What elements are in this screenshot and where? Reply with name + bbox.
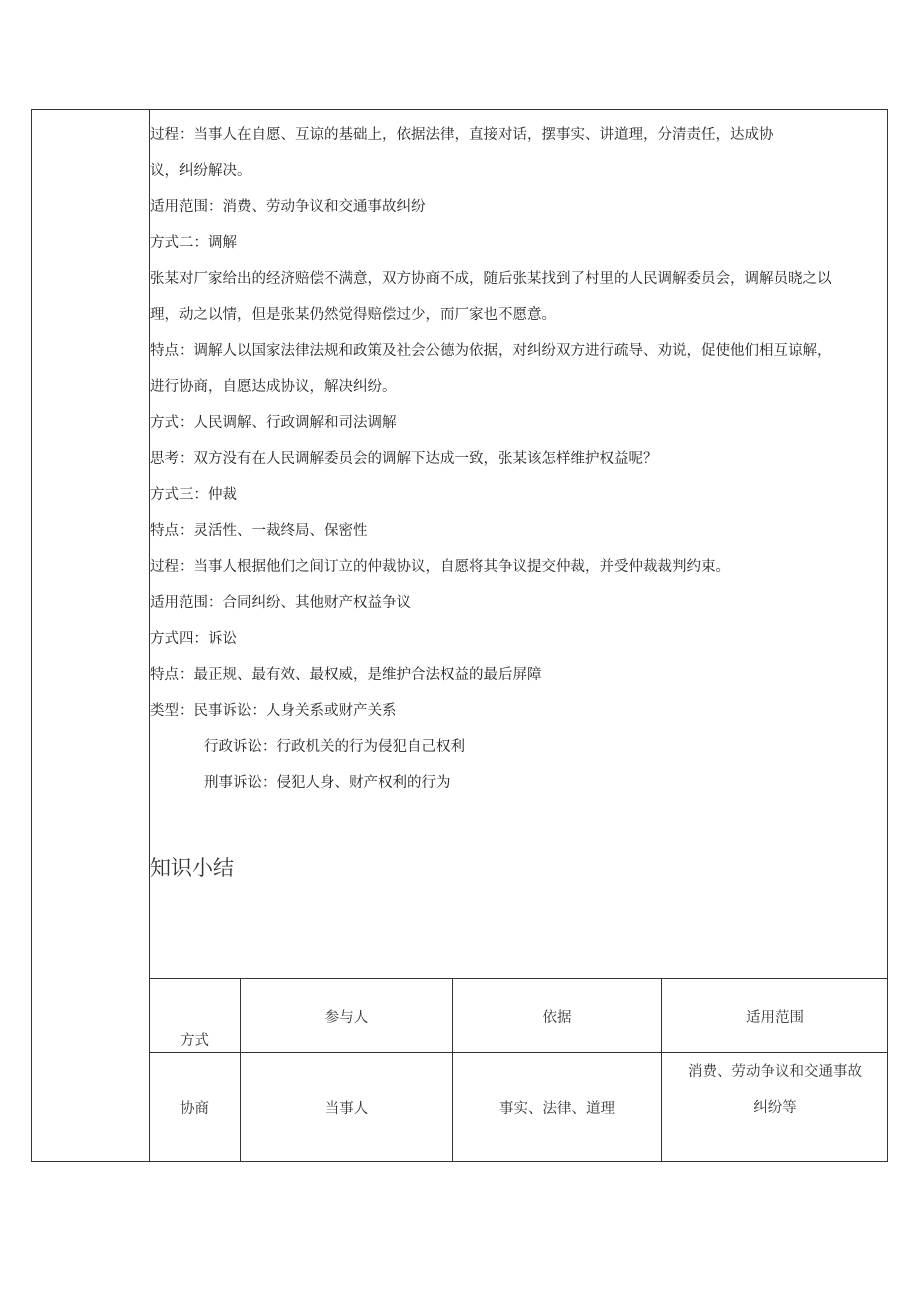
cell-scope [662,1053,888,1162]
header-participants: 参与人 [324,1010,369,1026]
cell-basis: 事实、法律、道理 [499,1101,615,1117]
text-line: 方式：人民调解、行政调解和司法调解 [150,415,397,431]
cell-method: 协商 [180,1101,209,1117]
text-line: 过程：当事人根据他们之间订立的仲裁协议，自愿将其争议提交仲裁，并受仲裁裁判约束。 [150,559,730,575]
text-line: 思考：双方没有在人民调解委员会的调解下达成一致，张某该怎样维护权益呢？ [150,451,658,467]
cell-scope-line: 消费、劳动争议和交通事故 [688,1064,862,1080]
text-line: 适用范围：合同纠纷、其他财产权益争议 [150,595,411,611]
summary-table [149,978,888,1162]
header-basis: 依据 [542,1010,572,1026]
text-line: 特点：灵活性、一裁终局、保密性 [150,523,368,539]
text-line: 方式四：诉讼 [150,631,237,647]
header-method: 方式 [180,1033,209,1049]
text-line: 刑事诉讼：侵犯人身、财产权利的行为 [204,775,451,791]
text-line: 过程：当事人在自愿、互谅的基础上，依据法律，直接对话，摆事实、讲道理，分清责任，达成协 [150,127,774,143]
text-line: 行政诉讼：行政机关的行为侵犯自己权利 [204,739,465,755]
text-line: 方式二：调解 [150,235,237,251]
text-line: 方式三：仲裁 [150,487,237,503]
text-line: 议，纠纷解决。 [150,163,252,179]
text-line: 类型：民事诉讼：人身关系或财产关系 [150,703,397,719]
text-line: 进行协商，自愿达成协议，解决纠纷。 [150,379,397,395]
cell-participants: 当事人 [324,1101,369,1117]
cell-scope-line: 纠纷等 [753,1100,797,1116]
summary-heading: 知识小结 [150,856,234,880]
text-line: 适用范围：消费、劳动争议和交通事故纠纷 [150,199,426,215]
text-line: 特点：最正规、最有效、最权威，是维护合法权益的最后屏障 [150,667,542,683]
text-line: 张某对厂家给出的经济赔偿不满意，双方协商不成，随后张某找到了村里的人民调解委员会，调解员晓之以 [150,271,832,287]
text-line: 理，动之以情，但是张某仍然觉得赔偿过少，而厂家也不愿意。 [150,307,556,323]
header-scope: 适用范围 [746,1010,804,1026]
text-line: 特点：调解人以国家法律法规和政策及社会公德为依据，对纠纷双方进行疏导、劝说，促使他们相互谅解， [150,343,832,359]
